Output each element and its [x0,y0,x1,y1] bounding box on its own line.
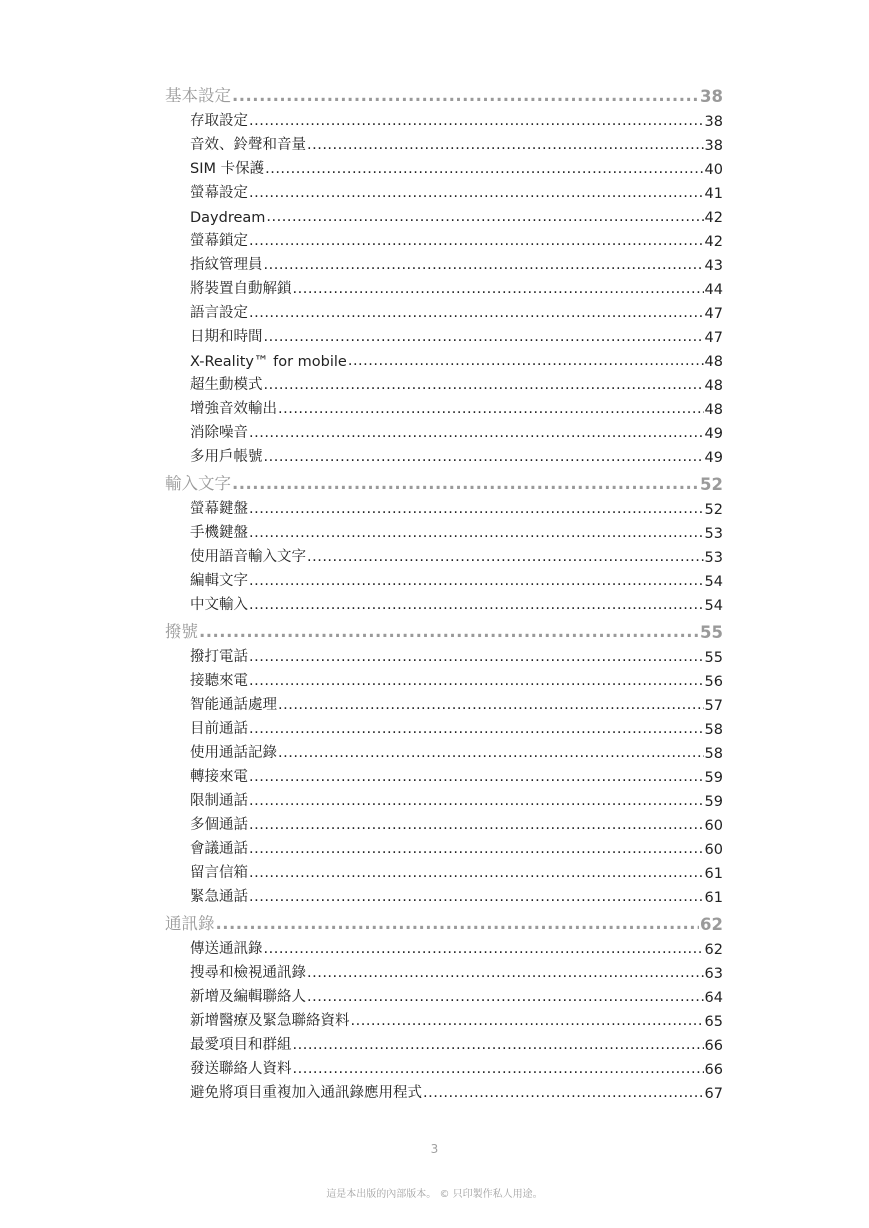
toc-entry-page: 38 [704,138,723,154]
toc-entry-page: 57 [704,698,723,714]
toc-leader-dots [307,990,704,1007]
toc-entry[interactable] [165,370,723,394]
toc-leader-dots [293,1062,704,1079]
toc-leader-dots [249,818,704,835]
toc-chapter-entry[interactable] [165,618,723,642]
toc-entry-page: 65 [704,1014,723,1030]
toc-entry-title: 日期和時間 [190,329,263,345]
toc-leader-dots [293,282,704,299]
toc-entry-title: 避免將項目重複加入通訊錄應用程式 [190,1085,422,1101]
toc-entry-page: 59 [704,770,723,786]
toc-entry-page: 55 [704,650,723,666]
toc-entry-page: 48 [704,354,723,370]
toc-entry[interactable] [165,738,723,762]
toc-entry-title: 傳送通訊錄 [190,941,263,957]
toc-entry-page: 43 [704,258,723,274]
toc-entry-page: 52 [704,502,723,518]
toc-entry[interactable] [165,250,723,274]
toc-leader-dots [307,966,704,983]
toc-chapter-title: 通訊錄 [165,914,215,933]
toc-chapter-title: 輸入文字 [165,474,231,493]
toc-entry[interactable] [165,178,723,202]
toc-entry[interactable] [165,518,723,542]
toc-entry-page: 48 [704,378,723,394]
toc-entry-page: 59 [704,794,723,810]
toc-leader-dots [249,526,704,543]
toc-leader-dots [293,1038,704,1055]
toc-entry-title: 發送聯絡人資料 [190,1061,292,1077]
toc-entry-title: SIM 卡保護 [190,161,265,177]
toc-section [165,910,723,1102]
toc-leader-dots [348,354,704,371]
toc-entry-page: 42 [704,234,723,250]
toc-chapter-title: 基本設定 [165,86,231,105]
toc-entry[interactable] [165,666,723,690]
toc-entry[interactable] [165,154,723,178]
toc-leader-dots [199,624,699,643]
toc-entry[interactable] [165,274,723,298]
toc-entry-title: 目前通話 [190,721,248,737]
toc-entry-title: 留言信箱 [190,865,248,881]
toc-entry-title: 限制通話 [190,793,248,809]
toc-entry[interactable] [165,858,723,882]
toc-entry-page: 47 [704,330,723,346]
toc-entry-title: 轉接來電 [190,769,248,785]
toc-entry[interactable] [165,590,723,614]
toc-entry-title: X-Reality™ for mobile [190,354,347,370]
toc-leader-dots [249,114,704,131]
toc-entry[interactable] [165,690,723,714]
toc-entry-page: 67 [704,1086,723,1102]
toc-leader-dots [278,746,704,763]
toc-entry[interactable] [165,298,723,322]
toc-leader-dots [216,916,700,935]
toc-entry[interactable] [165,542,723,566]
toc-leader-dots [249,650,704,667]
toc-leader-dots [249,722,704,739]
toc-entry-page: 60 [704,818,723,834]
toc-entry-title: 接聽來電 [190,673,248,689]
toc-leader-dots [351,1014,704,1031]
toc-entry[interactable] [165,322,723,346]
table-of-contents [165,82,723,1106]
toc-entry-title: 多個通話 [190,817,248,833]
toc-entry-title: 新增及編輯聯絡人 [190,989,306,1005]
toc-leader-dots [423,1086,704,1103]
toc-entry-page: 54 [704,598,723,614]
toc-entry[interactable] [165,786,723,810]
toc-leader-dots [266,210,703,227]
toc-entry-page: 64 [704,990,723,1006]
toc-leader-dots [232,88,699,107]
toc-entry-title: 存取設定 [190,113,248,129]
toc-entry[interactable] [165,442,723,466]
toc-leader-dots [249,770,704,787]
toc-entry[interactable] [165,130,723,154]
toc-entry-title: 消除噪音 [190,425,248,441]
toc-entry[interactable] [165,346,723,370]
toc-entry-title: 超生動模式 [190,377,263,393]
toc-leader-dots [249,574,704,591]
toc-leader-dots [249,186,704,203]
toc-entry[interactable] [165,834,723,858]
toc-chapter-title: 撥號 [165,622,198,641]
toc-entry[interactable] [165,762,723,786]
toc-entry-page: 53 [704,550,723,566]
toc-leader-dots [278,402,704,419]
toc-entry[interactable] [165,714,723,738]
toc-entry[interactable] [165,106,723,130]
toc-entry-title: 音效、鈴聲和音量 [190,137,306,153]
toc-chapter-page: 52 [700,475,723,494]
toc-entry-title: 最愛項目和群組 [190,1037,292,1053]
toc-leader-dots [264,258,704,275]
toc-chapter-entry[interactable] [165,910,723,934]
toc-leader-dots [264,330,704,347]
toc-leader-dots [232,476,699,495]
toc-entry-title: 會議通話 [190,841,248,857]
toc-entry-title: 新增醫療及緊急聯絡資料 [190,1013,350,1029]
toc-entry-page: 62 [704,942,723,958]
toc-entry[interactable] [165,642,723,666]
toc-entry-page: 60 [704,842,723,858]
toc-entry-page: 61 [704,890,723,906]
toc-entry[interactable] [165,494,723,518]
toc-entry-title: 使用通話記錄 [190,745,277,761]
toc-entry-page: 38 [704,114,723,130]
toc-entry[interactable] [165,1054,723,1078]
toc-entry-page: 61 [704,866,723,882]
toc-entry-page: 56 [704,674,723,690]
toc-section [165,470,723,614]
toc-entry-page: 49 [704,426,723,442]
toc-leader-dots [249,502,704,519]
page-number: 3 [430,1142,439,1156]
toc-entry[interactable] [165,566,723,590]
toc-entry-title: Daydream [190,210,266,226]
toc-entry-title: 智能通話處理 [190,697,277,713]
toc-chapter-entry[interactable] [165,82,723,106]
toc-entry-page: 48 [704,402,723,418]
toc-leader-dots [249,890,704,907]
toc-entry-title: 編輯文字 [190,573,248,589]
toc-entry-title: 指紋管理員 [190,257,263,273]
toc-chapter-page: 38 [700,87,723,106]
toc-chapter-page: 55 [700,623,723,642]
toc-leader-dots [249,426,704,443]
toc-entry[interactable] [165,394,723,418]
toc-leader-dots [249,598,704,615]
toc-entry-page: 44 [704,282,723,298]
toc-entry-page: 58 [704,746,723,762]
toc-entry-page: 54 [704,574,723,590]
toc-entry-page: 63 [704,966,723,982]
toc-entry-title: 緊急通話 [190,889,248,905]
toc-entry-page: 49 [704,450,723,466]
toc-entry[interactable] [165,1006,723,1030]
toc-leader-dots [249,794,704,811]
toc-entry-title: 語言設定 [190,305,248,321]
toc-leader-dots [249,674,704,691]
toc-entry-title: 將裝置自動解鎖 [190,281,292,297]
toc-entry-title: 螢幕設定 [190,185,248,201]
footer-notice: 這是本出版的內部版本。 © 只印製作私人用途。 [326,1189,543,1200]
toc-entry-page: 66 [704,1038,723,1054]
toc-leader-dots [249,842,704,859]
toc-entry-title: 螢幕鎖定 [190,233,248,249]
toc-leader-dots [249,234,704,251]
toc-chapter-entry[interactable] [165,470,723,494]
toc-entry[interactable] [165,202,723,226]
toc-entry-page: 41 [704,186,723,202]
toc-leader-dots [264,450,704,467]
toc-leader-dots [249,306,704,323]
toc-leader-dots [249,866,704,883]
toc-entry-title: 手機鍵盤 [190,525,248,541]
toc-leader-dots [307,550,704,567]
toc-entry[interactable] [165,1030,723,1054]
toc-entry-title: 撥打電話 [190,649,248,665]
toc-entry[interactable] [165,418,723,442]
toc-entry[interactable] [165,226,723,250]
toc-leader-dots [264,942,704,959]
toc-entry[interactable] [165,934,723,958]
toc-leader-dots [278,698,704,715]
toc-entry-page: 53 [704,526,723,542]
toc-entry[interactable] [165,882,723,906]
toc-entry-page: 42 [704,210,723,226]
toc-entry[interactable] [165,1078,723,1102]
toc-entry-page: 58 [704,722,723,738]
toc-entry[interactable] [165,982,723,1006]
toc-entry-title: 搜尋和檢視通訊錄 [190,965,306,981]
toc-entry-page: 40 [704,162,723,178]
toc-chapter-page: 62 [700,915,723,934]
toc-leader-dots [264,378,704,395]
toc-entry-title: 多用戶帳號 [190,449,263,465]
toc-leader-dots [265,162,703,179]
toc-entry-page: 66 [704,1062,723,1078]
toc-entry-page: 47 [704,306,723,322]
toc-entry[interactable] [165,810,723,834]
toc-entry[interactable] [165,958,723,982]
toc-entry-title: 中文輸入 [190,597,248,613]
toc-entry-title: 增強音效輸出 [190,401,277,417]
toc-entry-title: 螢幕鍵盤 [190,501,248,517]
toc-section [165,618,723,906]
toc-section [165,82,723,466]
toc-entry-title: 使用語音輸入文字 [190,549,306,565]
toc-leader-dots [307,138,704,155]
